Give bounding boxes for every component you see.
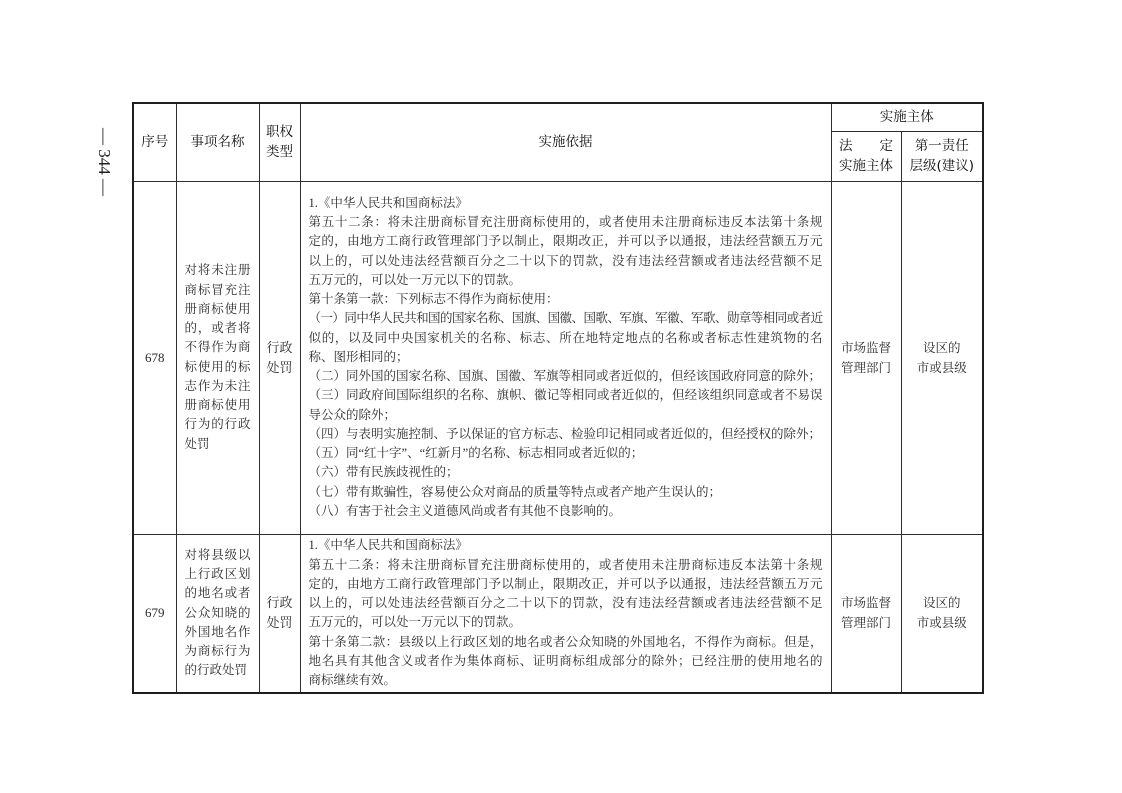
basis-paragraph	[309, 290, 823, 309]
legal-subject-line: 市场监督	[840, 596, 891, 611]
basis-paragraph	[309, 309, 823, 367]
basis-line: （三）同政府间国际组织的名称、旗帜、徽记等相同或者近似的，但经该组织同意或者不易误	[308, 388, 823, 403]
header-authority-type	[259, 103, 300, 181]
header-legal-subject	[831, 131, 901, 181]
row-index: 679	[145, 605, 165, 621]
item-name-line: 处罚	[184, 436, 210, 451]
basis-line: （八）有害于社会主义道德风尚或者有其他不良影响的。	[308, 503, 622, 518]
row-index-cell	[133, 181, 176, 534]
item-name-cell	[176, 181, 259, 534]
header-index	[133, 103, 176, 181]
authority-type-line: 行政	[266, 339, 293, 355]
authority-list-table	[132, 102, 984, 694]
legal-subject-line: 管理部门	[840, 616, 891, 631]
basis-paragraph	[309, 194, 823, 213]
basis-line: 地名具有其他含义或者作为集体商标、证明商标组成部分的除外；已经注册的使用地名的	[308, 653, 823, 668]
item-name-line: 志作为未注	[184, 378, 251, 393]
legal-subject-cell	[831, 181, 901, 534]
item-name-line: 标使用的标	[184, 359, 251, 374]
basis-line: （四）与表明实施控制、予以保证的官方标志、检验印记相同或者近似的，但经授权的除外；	[308, 426, 822, 441]
item-name-line: 的，或者将	[184, 321, 251, 335]
basis-paragraph	[309, 502, 823, 521]
basis-paragraph	[309, 444, 823, 463]
basis-line: 以上的，可以处违法经营额百分之二十以下的罚款，没有违法经营额或者违法经营额不足	[308, 253, 823, 268]
header-item-name	[176, 103, 259, 181]
basis-line: 第十条第一款：下列标志不得作为商标使用：	[308, 292, 559, 307]
header-legal-subject-line: 实施主体	[839, 158, 893, 174]
header-authority-type-line: 类型	[266, 144, 293, 161]
table-header	[133, 103, 983, 181]
header-first-level	[901, 131, 983, 181]
table-row	[133, 181, 983, 534]
first-level-cell	[901, 181, 983, 534]
header-subject	[831, 103, 983, 131]
header-first-level-line: 第一责任	[914, 138, 969, 154]
authority-type-line: 处罚	[266, 615, 293, 631]
header-legal-subject-line: 法 定	[839, 138, 893, 154]
basis-line: （五）同“红十字”、“红新月”的名称、标志相同或者近似的；	[308, 446, 644, 461]
basis-paragraph	[309, 633, 823, 691]
authority-type-cell	[259, 181, 300, 534]
basis-paragraph	[309, 367, 823, 386]
authority-type-cell	[259, 534, 300, 693]
item-name-line: 为商标行为	[184, 644, 251, 659]
basis-paragraph	[309, 483, 823, 502]
header-index-label: 序号	[141, 134, 169, 151]
item-name-cell	[176, 534, 259, 693]
authority-type-line: 行政	[266, 595, 293, 611]
basis-line: 五万元的，可以处一万元以下的罚款。	[308, 615, 522, 630]
item-name-line: 的地名或者	[184, 586, 251, 601]
implementation-basis-cell	[300, 534, 831, 693]
table-row	[133, 534, 983, 693]
basis-line: 定的，由地方工商行政管理部门予以制止，限期改正，并可以予以通报，违法经营额五万元	[308, 234, 823, 249]
basis-line: 商标继续有效。	[308, 673, 397, 687]
basis-line: （二）同外国的国家名称、国旗、国徽、军旗等相同或者近似的，但经该国政府同意的除外；	[308, 369, 822, 384]
basis-line: 定的，由地方工商行政管理部门予以制止，限期改正，并可以予以通报，违法经营额五万元	[308, 576, 823, 591]
table-body	[133, 181, 983, 693]
basis-paragraph	[309, 536, 823, 555]
authority-type-line: 处罚	[266, 359, 293, 375]
basis-line: 第十条第二款：县级以上行政区划的地名或者公众知晓的外国地名，不得作为商标。但是，	[308, 634, 823, 649]
legal-subject-cell	[831, 534, 901, 693]
item-name-line: 不得作为商	[184, 340, 251, 355]
item-name-line: 行为的行政	[184, 417, 251, 432]
basis-line: 称、图形相同的；	[308, 349, 409, 364]
first-level-line: 市或县级	[916, 616, 967, 631]
basis-line: 第五十二条：将未注册商标冒充注册商标使用的，或者使用未注册商标违反本法第十条规	[308, 557, 823, 572]
item-name-line: 对将县级以	[184, 547, 251, 562]
item-name-line: 公众知晓的	[184, 605, 251, 620]
item-name-line: 上行政区划	[184, 567, 251, 582]
basis-line: 第五十二条：将未注册商标冒充注册商标使用的，或者使用未注册商标违反本法第十条规	[308, 215, 823, 230]
first-level-line: 设区的	[922, 596, 961, 611]
row-index-cell	[133, 534, 176, 693]
basis-line: 导公众的除外；	[308, 407, 397, 422]
header-subject-label: 实施主体	[879, 109, 934, 126]
item-name-line: 对将未注册	[184, 263, 251, 278]
item-name-line: 外国地名作	[184, 624, 251, 639]
implementation-basis-cell	[300, 181, 831, 534]
row-index: 678	[145, 349, 165, 365]
first-level-line: 设区的	[922, 340, 961, 355]
header-first-level-line: 层级(建议)	[909, 158, 975, 174]
item-name-line: 的行政处罚	[184, 663, 248, 678]
header-basis	[300, 103, 831, 181]
basis-line: 以上的，可以处违法经营额百分之二十以下的罚款，没有违法经营额或者违法经营额不足	[308, 596, 823, 610]
basis-line: （七）带有欺骗性，容易使公众对商品的质量等特点或者产地产生误认的；	[308, 484, 722, 499]
header-authority-type-line: 职权	[266, 124, 293, 141]
item-name-line: 册商标使用	[184, 398, 251, 412]
basis-line: 五万元的，可以处一万元以下的罚款。	[308, 272, 522, 287]
first-level-line: 市或县级	[916, 360, 967, 375]
basis-paragraph	[309, 386, 823, 425]
basis-line: （一）同中华人民共和国的国家名称、国旗、国徽、国歌、军旗、军徽、军歌、勋章等相同或者近	[308, 311, 823, 326]
basis-paragraph	[309, 213, 823, 290]
first-level-cell	[901, 534, 983, 693]
header-row	[133, 103, 983, 131]
legal-subject-line: 管理部门	[840, 360, 891, 375]
basis-line: 1.《中华人民共和国商标法》	[308, 538, 468, 553]
basis-paragraph	[309, 556, 823, 633]
item-name-line: 商标冒充注	[184, 282, 251, 297]
page-number: — 344 —	[95, 128, 114, 196]
basis-paragraph	[309, 425, 823, 444]
basis-line: 似的，以及同中央国家机关的名称、标志、所在地特定地点的名称或者标志性建筑物的名	[308, 330, 823, 345]
legal-subject-line: 市场监督	[840, 340, 891, 355]
basis-line: （六）带有民族歧视性的；	[308, 465, 459, 480]
header-item-name-label: 事项名称	[190, 134, 245, 151]
basis-paragraph	[309, 463, 823, 482]
header-basis-label: 实施依据	[538, 134, 593, 151]
basis-line: 1.《中华人民共和国商标法》	[308, 195, 468, 210]
item-name-line: 册商标使用	[184, 301, 251, 316]
